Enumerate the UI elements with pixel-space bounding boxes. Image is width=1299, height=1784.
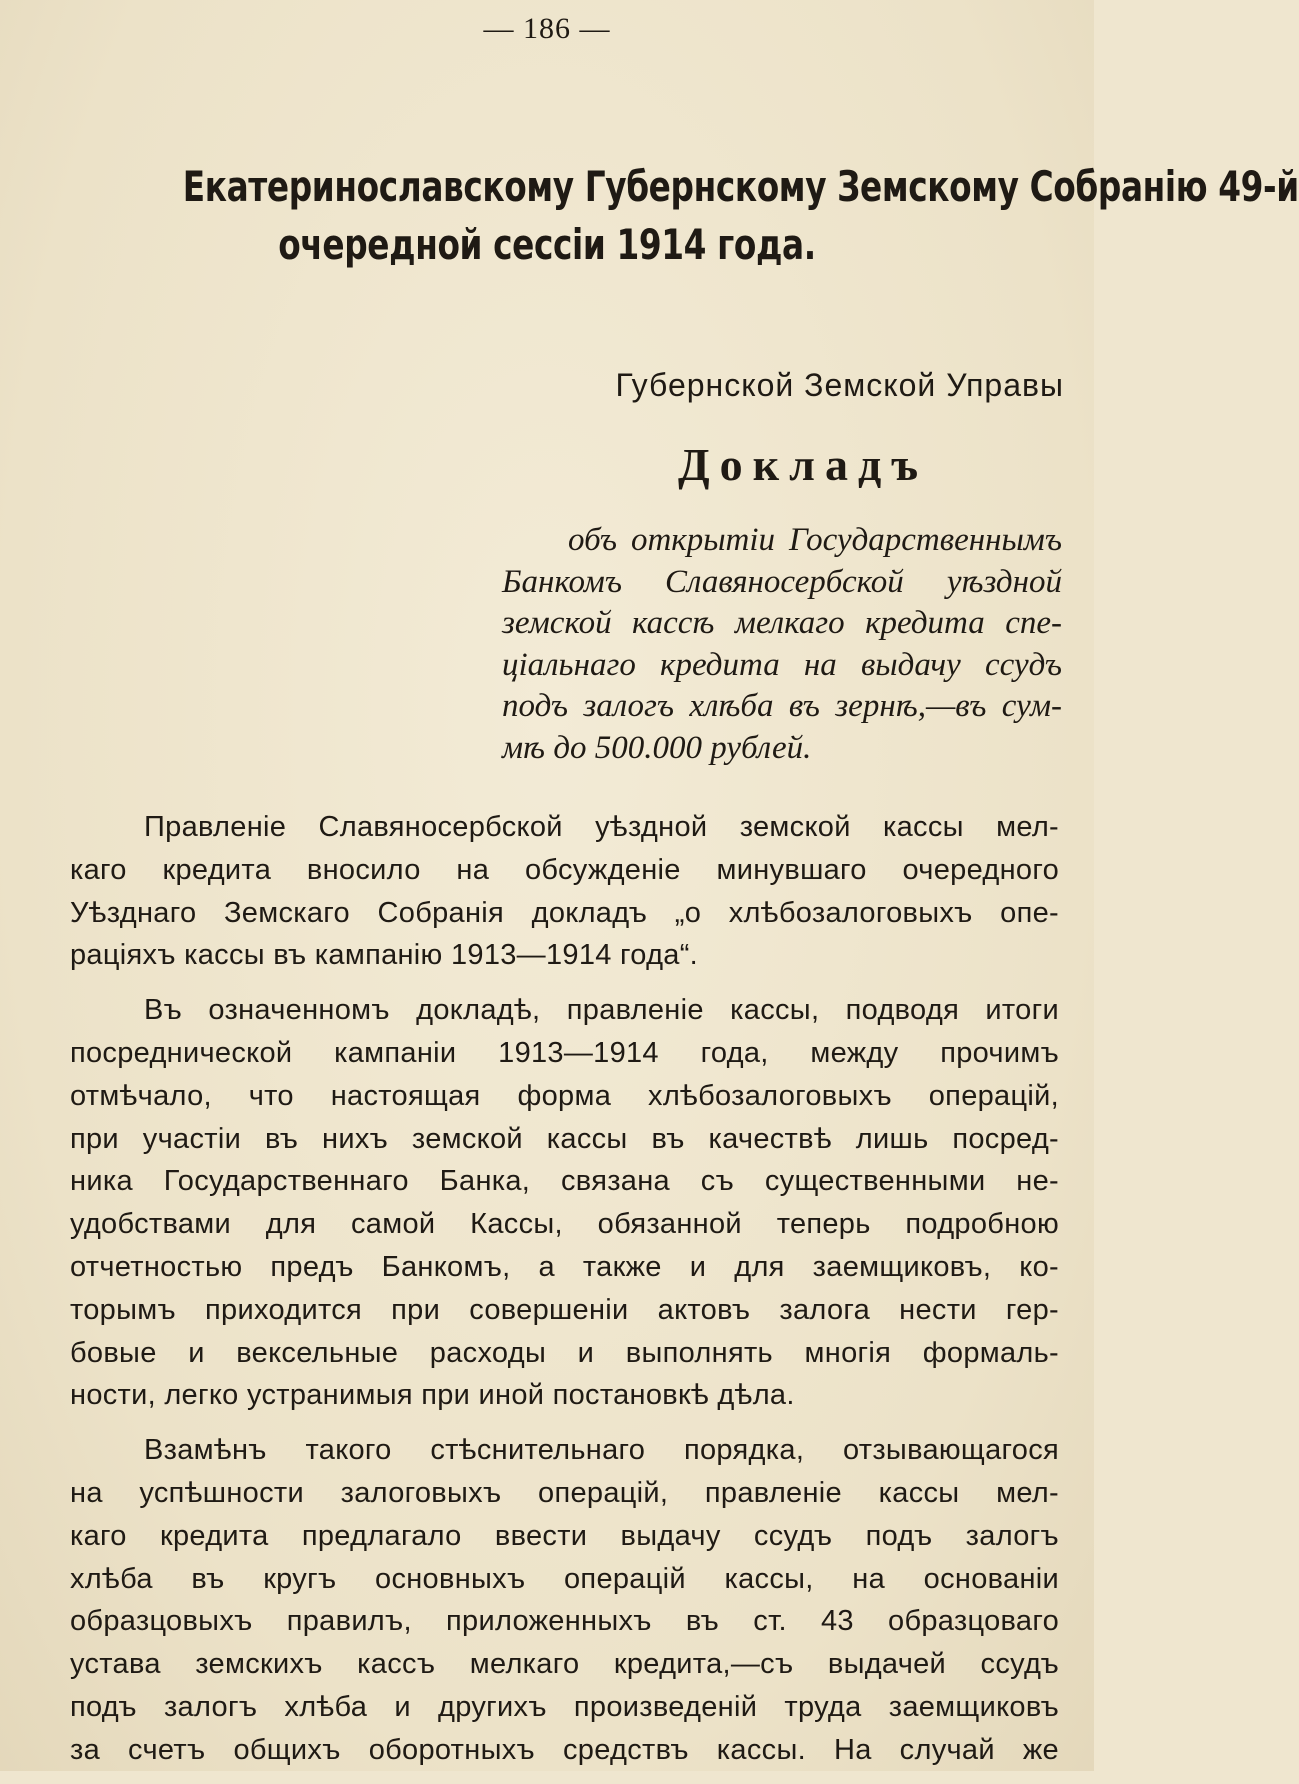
text-line: устава земскихъ кассъ мелкаго кредита,—съ выдачей ссудъ bbox=[70, 1648, 1059, 1681]
paragraph-2 bbox=[70, 989, 1059, 1417]
paragraph-1 bbox=[70, 806, 1059, 977]
text-line: подъ залогъ хлѣба и другихъ произведеній труда заемщиковъ bbox=[70, 1690, 1059, 1723]
heading-line-2: очередной сессіи 1914 года. bbox=[278, 220, 816, 269]
text-line: торымъ приходится при совершеніи актовъ залога нести гер- bbox=[70, 1293, 1059, 1326]
document-body bbox=[70, 806, 1059, 1784]
text-line: Правленіе Славяносербской уѣздной земской кассы мел- bbox=[144, 811, 1059, 843]
text-line: Взамѣнъ такого стѣснительнаго порядка, отзывающагося bbox=[144, 1434, 1059, 1467]
document-heading bbox=[182, 158, 1299, 274]
text-line: ника Государственнаго Банка, связана съ существенными не- bbox=[70, 1165, 1059, 1198]
text-line: посреднической кампаніи 1913—1914 года, между прочимъ bbox=[70, 1036, 1059, 1069]
text-line: при участіи въ нихъ земской кассы въ качествѣ лишь посред- bbox=[70, 1122, 1059, 1155]
text-line: бовые и вексельные расходы и выполнять многія формаль- bbox=[70, 1336, 1059, 1369]
subject-line: объ открытіи Государственнымъ bbox=[568, 522, 1062, 558]
subject-line: Банкомъ Славяносербской уѣздной bbox=[502, 563, 1062, 600]
paragraph-3 bbox=[70, 1429, 1059, 1771]
text-line: образцовыхъ правилъ, приложенныхъ въ ст. 43 образцоваго bbox=[70, 1605, 1059, 1638]
heading-line-1: Екатеринославскому Губернскому Земскому Собранію 49-й bbox=[182, 162, 1299, 211]
subject-line: ціальнаго кредита на выдачу ссудъ bbox=[502, 646, 1062, 683]
text-line: на успѣшности залоговыхъ операцій, правленіе кассы мел- bbox=[70, 1476, 1059, 1509]
text-line: хлѣба въ кругъ основныхъ операцій кассы, на основаніи bbox=[70, 1562, 1059, 1595]
text-line: ности, легко устранимыя при иной постановкѣ дѣла. bbox=[70, 1379, 795, 1412]
text-line: каго кредита вносило на обсужденіе минувшаго очередного bbox=[70, 853, 1059, 886]
text-line: Уѣзднаго Земскаго Собранія докладъ „о хлѣбозалоговыхъ опе- bbox=[70, 896, 1059, 929]
text-line: удобствами для самой Кассы, обязанной теперь подробною bbox=[70, 1208, 1059, 1241]
text-line: раціяхъ кассы въ кампанію 1913—1914 года“. bbox=[70, 939, 699, 972]
subject-line: мѣ до 500.000 рублей. bbox=[502, 729, 812, 766]
text-line: отмѣчало, что настоящая форма хлѣбозалоговыхъ операцій, bbox=[70, 1079, 1059, 1112]
document-subject bbox=[502, 520, 1062, 769]
document-title: Докладъ bbox=[678, 439, 929, 490]
text-line: отчетностью предъ Банкомъ, а также и для заемщиковъ, ко- bbox=[70, 1250, 1059, 1283]
subject-line: земской кассѣ мелкаго кредита спе- bbox=[502, 605, 1062, 641]
text-line: каго кредита предлагало ввести выдачу ссудъ подъ залогъ bbox=[70, 1519, 1059, 1552]
page-number: — 186 — bbox=[483, 12, 611, 45]
authority-name: Губернской Земской Управы bbox=[615, 367, 1064, 403]
subject-line: подъ залогъ хлѣба въ зернѣ,—въ сум- bbox=[502, 688, 1062, 724]
text-line: за счетъ общихъ оборотныхъ средствъ кассы. На случай же bbox=[70, 1733, 1059, 1766]
text-line: Въ означенномъ докладѣ, правленіе кассы, подводя итоги bbox=[144, 994, 1059, 1027]
